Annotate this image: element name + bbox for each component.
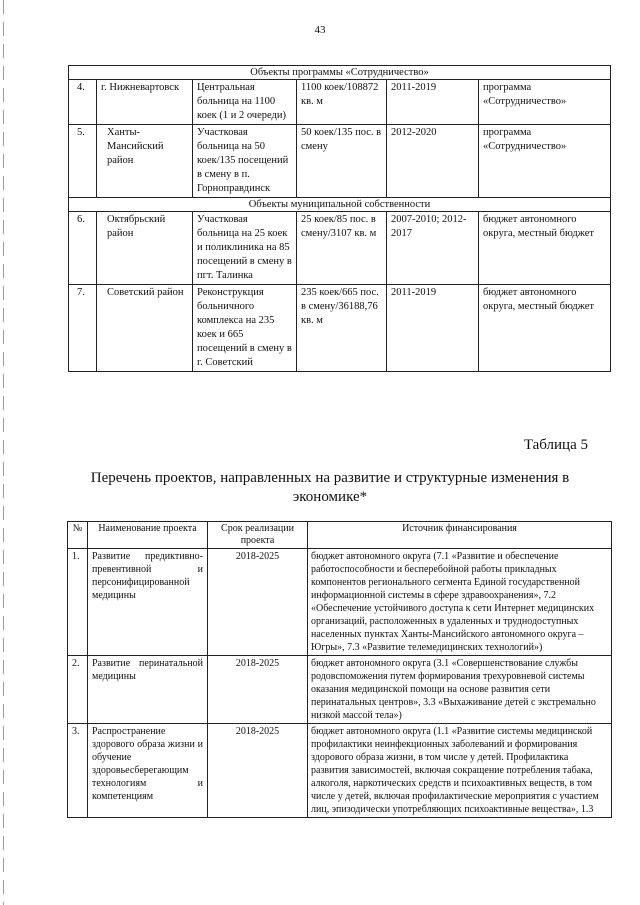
table-row: [69, 80, 611, 125]
table-row: [68, 724, 612, 818]
table-row: [68, 656, 612, 724]
row-number: 1.: [68, 549, 88, 656]
table-row: [69, 125, 611, 198]
source-cell: программа «Сотрудничество»: [479, 125, 611, 198]
row-number: 5.: [69, 125, 97, 198]
table-header-row: [68, 522, 612, 549]
funding-source-cell: бюджет автономного округа (1.1 «Развитие системы медицинской профилактики неинфекционных заболеваний и формирования здорового образа жизни, в том числе у детей. Профилактика развития зависимостей, включая сокращение потребления табака, алкоголя, наркотических средств и психоактивных веществ, в том числе у детей, включая профилактические мероприятия с участием лиц, эпизодически употребляющих психоактивные вещества», 1.3: [308, 724, 612, 818]
header-source: Источник финансирования: [308, 522, 612, 549]
table-row: [69, 212, 611, 285]
facilities-table: [68, 65, 611, 372]
period-cell: 2018-2025: [208, 549, 308, 656]
section-header-row: [69, 198, 611, 212]
capacity-cell: 50 коек/135 пос. в смену: [297, 125, 387, 198]
period-cell: 2018-2025: [208, 724, 308, 818]
header-number: №: [68, 522, 88, 549]
object-cell: Участковая больница на 50 коек/135 посещений в смену в п. Горноправдинск: [193, 125, 297, 198]
row-number: 6.: [69, 212, 97, 285]
location-cell: г. Нижневартовск: [97, 80, 193, 125]
page-number: 43: [314, 24, 326, 36]
funding-source-cell: бюджет автономного округа (7.1 «Развитие и обеспечение работоспособности и бесперебойной работы прикладных компонентов регионального сегмента Единой государственной информационной системы в сфере здравоохранения», 7.2 «Обеспечение устойчивого доступа к сети Интернет медицинских организаций, расположенных в удаленных и труднодоступных населенных пунктах Ханты-Мансийского автономного округа – Югры», 7.3 «Развитие телемедицинских технологий»): [308, 549, 612, 656]
source-cell: бюджет автономного округа, местный бюджет: [479, 212, 611, 285]
object-cell: Центральная больница на 1100 коек (1 и 2 очереди): [193, 80, 297, 125]
period-cell: 2011-2019: [387, 285, 479, 372]
source-cell: программа «Сотрудничество»: [479, 80, 611, 125]
row-number: 4.: [69, 80, 97, 125]
period-cell: 2011-2019: [387, 80, 479, 125]
section-title: Объекты программы «Сотрудничество»: [69, 66, 611, 80]
capacity-cell: 25 коек/85 пос. в смену/3107 кв. м: [297, 212, 387, 285]
row-number: 3.: [68, 724, 88, 818]
period-cell: 2012-2020: [387, 125, 479, 198]
capacity-cell: 235 коек/665 пос. в смену/36188,76 кв. м: [297, 285, 387, 372]
scan-edge-line: [3, 0, 4, 905]
table-caption: Таблица 5: [523, 437, 588, 453]
header-period: Срок реализации проекта: [208, 522, 308, 549]
projects-table: [67, 521, 612, 818]
header-name: Наименование проекта: [88, 522, 208, 549]
project-name-cell: Распространение здорового образа жизни и обучение здоровьесберегающим технологиям и компетенциям: [88, 724, 208, 818]
section-heading: Перечень проектов, направленных на развитие и структурные изменения в экономике*: [90, 470, 570, 505]
object-cell: Участковая больница на 25 коек и поликлиника на 85 посещений в смену в пгт. Талинка: [193, 212, 297, 285]
location-cell: Октябрьский район: [97, 212, 193, 285]
capacity-cell: 1100 коек/108872 кв. м: [297, 80, 387, 125]
section-header-row: [69, 66, 611, 80]
project-name-cell: Развитие перинатальной медицины: [88, 656, 208, 724]
object-cell: Реконструкция больничного комплекса на 235 коек и 665 посещений в смену в г. Советский: [193, 285, 297, 372]
row-number: 2.: [68, 656, 88, 724]
funding-source-cell: бюджет автономного округа (3.1 «Совершенствование службы родовспоможения путем формирования трехуровневой системы оказания медицинской помощи на основе развития сети перинатальных центров», 3.3 «Выхаживание детей с экстремально низкой массой тела»): [308, 656, 612, 724]
period-cell: 2018-2025: [208, 656, 308, 724]
project-name-cell: Развитие предиктивно-превентивной и персонифицированной медицины: [88, 549, 208, 656]
table-row: [68, 549, 612, 656]
period-cell: 2007-2010; 2012- 2017: [387, 212, 479, 285]
location-cell: Ханты-Мансийский район: [97, 125, 193, 198]
source-cell: бюджет автономного округа, местный бюджет: [479, 285, 611, 372]
table-row: [69, 285, 611, 372]
location-cell: Советский район: [97, 285, 193, 372]
row-number: 7.: [69, 285, 97, 372]
section-title: Объекты муниципальной собственности: [69, 198, 611, 212]
